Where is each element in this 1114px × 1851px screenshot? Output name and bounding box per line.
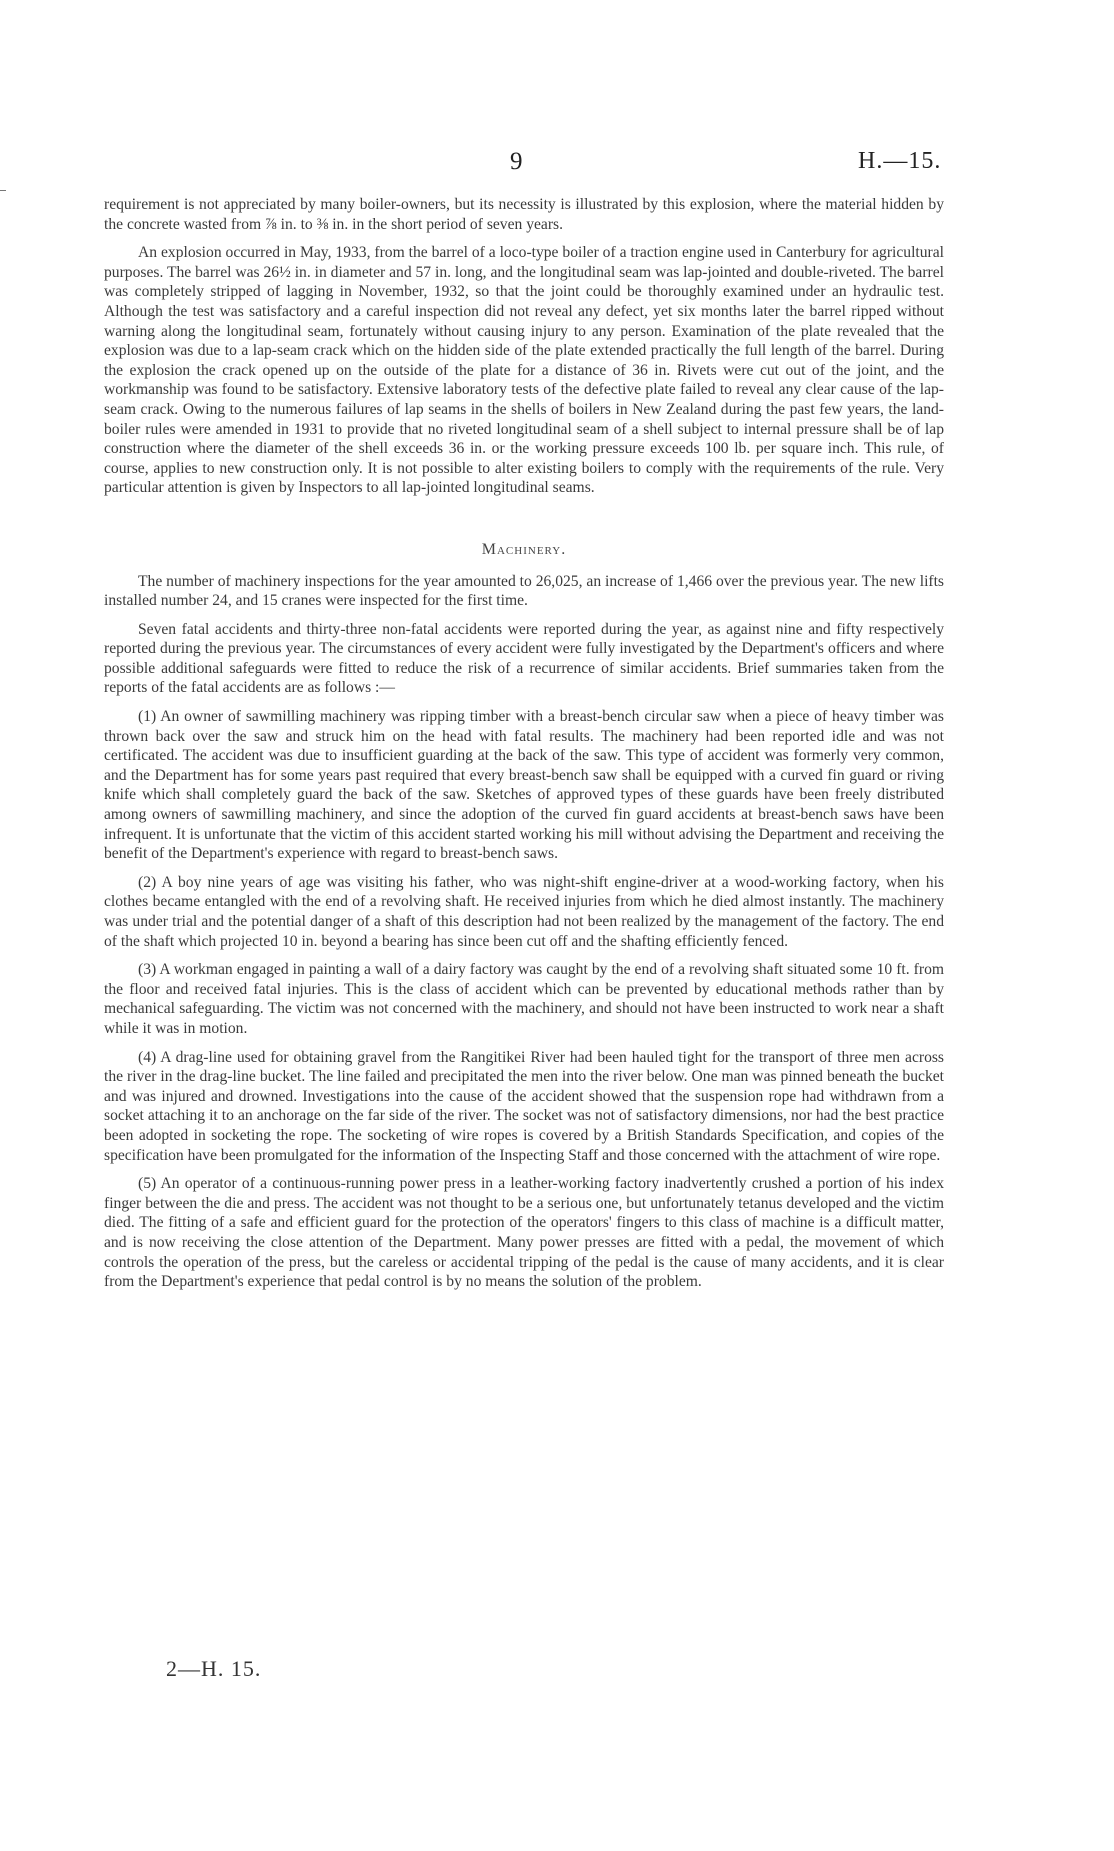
page-header — [0, 148, 1114, 188]
paragraph-boiler-explosion: An explosion occurred in May, 1933, from the barrel of a loco-type boiler of a traction engine used in Canterbury for agricultural purposes. The barrel was 26½ in. in diameter and 57 in. long, and the longitudinal seam was lap-jointed and double-riveted. The barrel was completely stripped of lagging in November, 1932, so that the joint could be thoroughly examined under an hydraulic test. Although the test was satisfactory and a careful inspection did not reveal any defect, yet six months later the barrel ripped without warning along the longitudinal seam, fortunately without causing injury to any person. Examination of the plate revealed that the explosion was due to a lap-seam crack which on the hidden side of the plate extended practically the full length of the barrel. During the explosion the crack opened up on the outside of the plate for a distance of 36 in. Rivets were cut out of the joint, and the workmanship was found to be satisfactory. Extensive laboratory tests of the defective plate failed to reveal any clear cause of the lap-seam crack. Owing to the numerous failures of lap seams in the shells of boilers in New Zealand during the past few years, the land-boiler rules were amended in 1931 to provide that no riveted longitudinal seam of a shell subject to internal pressure shall be of lap construction where the diameter of the shell exceeds 36 in. or the working pressure exceeds 100 lb. per square inch. This rule, of course, applies to new construction only. It is not possible to alter existing boilers to comply with the requirements of the rule. Very particular attention is given by Inspectors to all lap-jointed longitudinal seams. — [104, 244, 944, 497]
signature-mark: 2—H. 15. — [166, 1656, 262, 1681]
section-heading-machinery: Machinery. — [481, 540, 567, 558]
paragraph-accident-5: (5) An operator of a continuous-running power press in a leather-working factory inadvertently crushed a portion of his index finger between the die and press. The accident was not thought to be a serious one, but unfortunately tetanus developed and the victim died. The fitting of a safe and efficient guard for the protection of the operators' fingers to this class of machine is a difficult matter, and is now receiving the close attention of the Department. Many power presses are fitted with a pedal, the movement of which controls the operation of the press, but the careless or accidental tripping of the pedal is the cause of many accidents, and it is clear from the Department's experience that pedal control is by no means the solution of the problem. — [104, 1175, 944, 1291]
paragraph-accident-2: (2) A boy nine years of age was visiting his father, who was night-shift engine-driver at a wood-working factory, when his clothes became entangled with the end of a revolving shaft. He received injuries from which he died almost instantly. The machinery was under trial and the potential danger of a shaft of this description had not been realized by the management of the factory. The end of the shaft which projected 10 in. beyond a bearing has since been cut off and the shafting efficiently fenced. — [104, 873, 944, 950]
margin-mark — [0, 190, 6, 191]
body-text — [104, 195, 944, 1301]
paragraph-machinery-inspections: The number of machinery inspections for the year amounted to 26,025, an increase of 1,466 over the previous year. The new lifts installed number 24, and 15 cranes were inspected for the first time. — [104, 572, 944, 610]
paragraph-accident-1: (1) An owner of sawmilling machinery was ripping timber with a breast-bench circular saw when a piece of heavy timber was thrown back over the saw and struck him on the head with fatal results. The machinery had been reported idle and was not certificated. The accident was due to insufficient guarding at the back of the saw. This type of accident was formerly very common, and the Department has for some years past required that every breast-bench saw shall be equipped with a curved fin guard or riving knife which shall completely guard the back of the saw. Sketches of approved types of these guards have been freely distributed among owners of sawmilling machinery, and since the adoption of the curved fin guard accidents at breast-bench saws have been infrequent. It is unfortunate that the victim of this accident started working his mill without advising the Department and receiving the benefit of the Department's experience with regard to breast-bench saws. — [104, 708, 944, 863]
paragraph-accident-3: (3) A workman engaged in painting a wall of a dairy factory was caught by the end of a revolving shaft situated some 10 ft. from the floor and received fatal injuries. This is the class of accident which can be prevented by educational methods rather than by mechanical safeguarding. The victim was not concerned with the machinery, and should not have been instructed to work near a shaft while it was in motion. — [104, 961, 944, 1037]
paragraph-accident-4: (4) A drag-line used for obtaining gravel from the Rangitikei River had been hauled tight for the transport of three men across the river in the drag-line bucket. The line failed and precipitated the men into the river below. One man was pinned beneath the bucket and was injured and drowned. Investigations into the cause of the accident showed that the suspension rope had withdrawn from a socket attaching it to an anchorage on the far side of the river. The socket was not of satisfactory dimensions, nor had the best practice been adopted in socketing the rope. The socketing of wire ropes is covered by a British Standards Specification, and copies of the specification have been promulgated for the information of the Inspecting Staff and those concerned with the attachment of wire rope. — [104, 1048, 944, 1164]
paragraph-continued: requirement is not appreciated by many boiler-owners, but its necessity is illustrated by this explosion, where the material hidden by the concrete wasted from ⅞ in. to ⅜ in. in the short period of seven years. — [104, 196, 944, 233]
page-number: 9 — [510, 148, 523, 175]
document-reference: H.—15. — [858, 148, 942, 174]
paragraph-accidents-summary: Seven fatal accidents and thirty-three non-fatal accidents were reported during the year, as against nine and fifty respectively reported during the previous year. The circumstances of every accident were fully investigated by the Department's officers and where possible additional safeguards were fitted to reduce the risk of a recurrence of similar accidents. Brief summaries taken from the reports of the fatal accidents are as follows :— — [104, 620, 944, 697]
